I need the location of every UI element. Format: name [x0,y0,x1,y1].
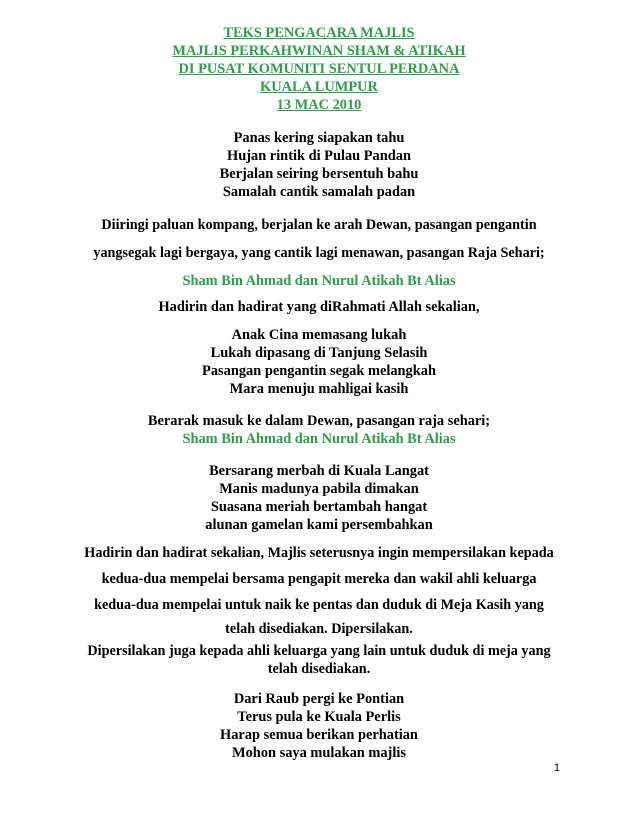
pantun1-line: Berjalan seiring bersentuh bahu [219,166,419,182]
greeting-line: Hadirin dan hadirat yang diRahmati Allah sekalian, [158,299,480,315]
venue-line: DI PUSAT KOMUNITI SENTUL PERDANA [178,61,460,77]
paragraph-line: Hadirin dan hadirat sekalian, Majlis seterusnya ingin mempersilakan kepada [84,545,554,561]
pantun1-line: Panas kering siapakan tahu [233,130,405,146]
pantun2-line: Lukah dipasang di Tanjung Selasih [210,345,428,361]
paragraph-line: telah disediakan. [267,661,371,677]
pantun3-line: Bersarang merbah di Kuala Langat [209,463,429,479]
paragraph-line: telah disediakan. Dipersilakan. [225,621,413,637]
pantun2-line: Anak Cina memasang lukah [231,327,407,343]
paragraph-line: Dipersilakan juga kepada ahli keluarga yang lain untuk duduk di meja yang [87,643,551,659]
entrance-line: Berarak masuk ke dalam Dewan, pasangan raja sehari; [147,413,491,429]
paragraph-line: yangsegak lagi bergaya, yang cantik lagi menawan, pasangan Raja Sehari; [93,245,545,261]
couple-name: Sham Bin Ahmad dan Nurul Atikah Bt Alias [182,273,456,289]
pantun4-line: Mohon saya mulakan majlis [232,745,406,761]
page-number: 1 [553,762,560,774]
pantun1-line: Hujan rintik di Pulau Pandan [227,148,411,164]
date-line: 13 MAC 2010 [276,97,362,113]
paragraph-line: kedua-dua mempelai bersama pengapit mereka dan wakil ahli keluarga [101,571,537,587]
pantun2-line: Mara menuju mahligai kasih [229,381,409,397]
pantun3-line: Suasana meriah bertambah hangat [210,499,428,515]
paragraph-line: Diiringi paluan kompang, berjalan ke arah Dewan, pasangan pengantin [101,217,537,233]
couple-name: Sham Bin Ahmad dan Nurul Atikah Bt Alias [182,431,456,447]
pantun3-line: alunan gamelan kami persembahkan [205,517,433,533]
pantun4-line: Harap semua berikan perhatian [220,727,418,743]
pantun4-line: Terus pula ke Kuala Perlis [237,709,401,725]
pantun3-line: Manis madunya pabila dimakan [219,481,419,497]
paragraph-line: kedua-dua mempelai untuk naik ke pentas dan duduk di Meja Kasih yang [94,597,544,613]
pantun1-line: Samalah cantik samalah padan [222,184,416,200]
document-subtitle: MAJLIS PERKAHWINAN SHAM & ATIKAH [172,43,466,59]
city-line: KUALA LUMPUR [260,79,378,95]
document-title: TEKS PENGACARA MAJLIS [223,25,415,41]
pantun4-line: Dari Raub pergi ke Pontian [233,691,405,707]
pantun2-line: Pasangan pengantin segak melangkah [202,363,436,379]
